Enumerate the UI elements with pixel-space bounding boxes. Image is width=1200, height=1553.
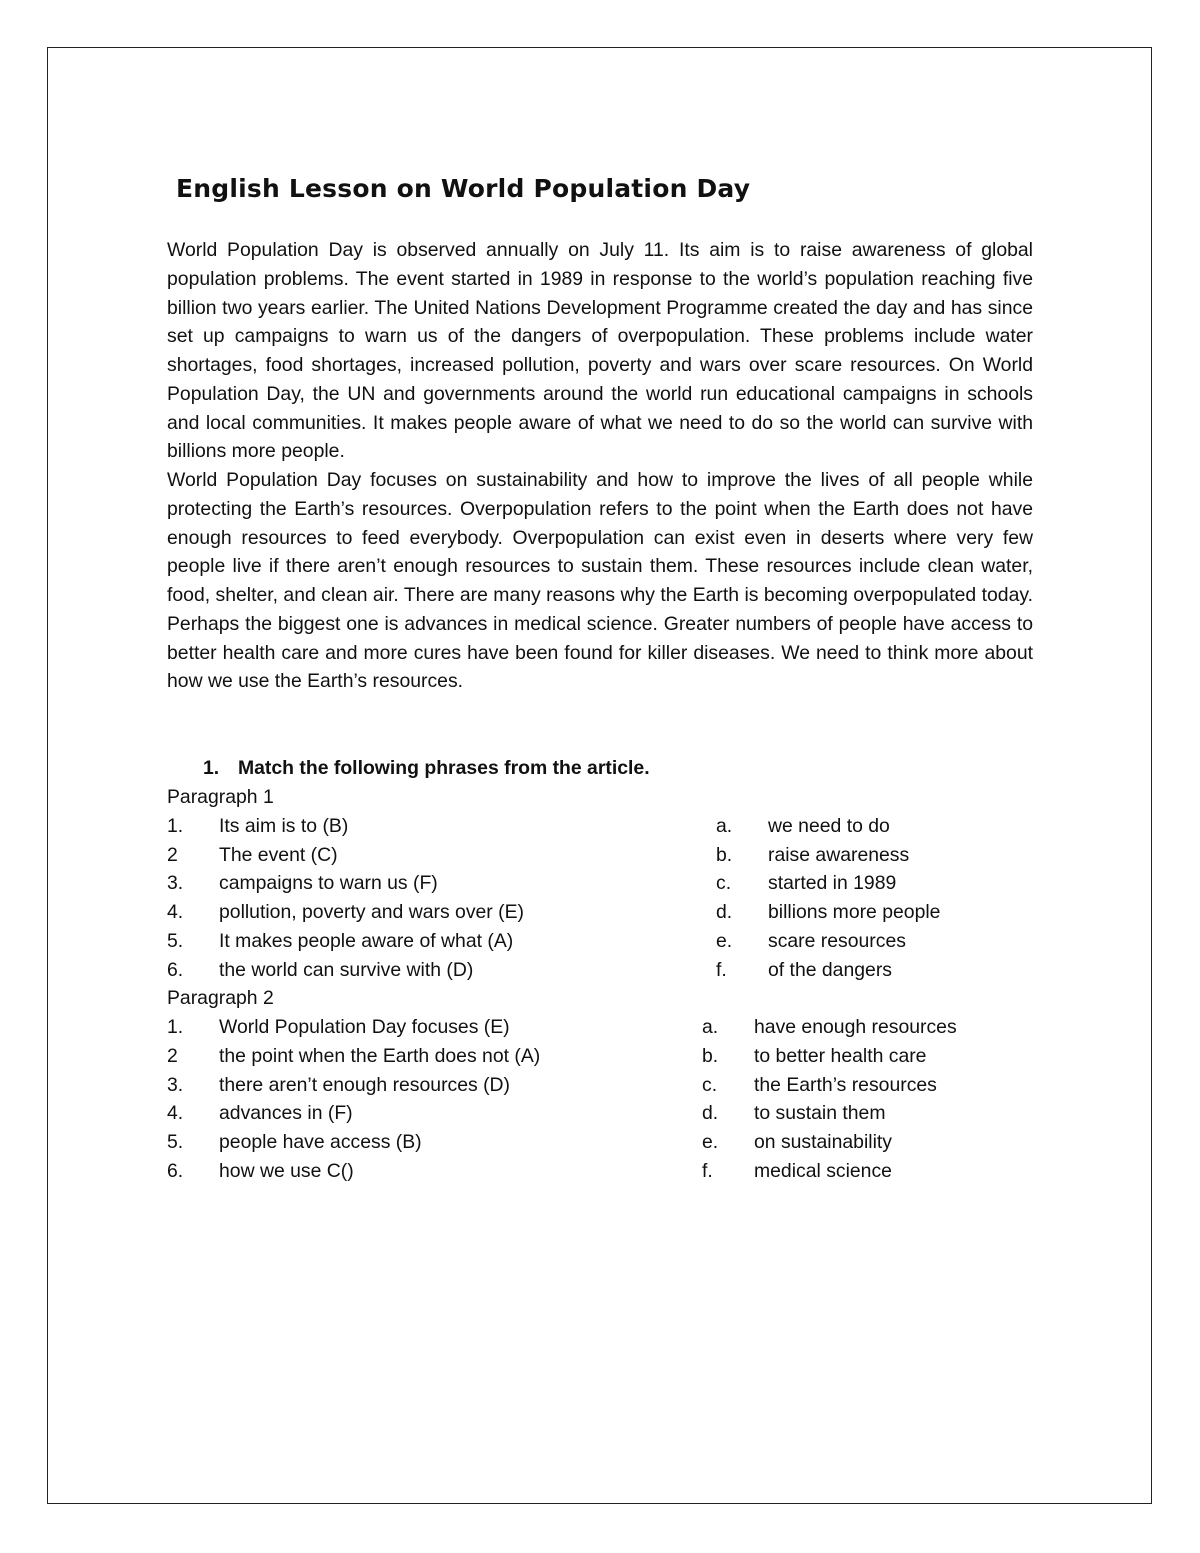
match-row xyxy=(167,1128,1033,1157)
phrase-ending: scare resources xyxy=(768,929,906,952)
match-list-paragraph-1 xyxy=(167,812,1033,985)
phrase-ending: of the dangers xyxy=(768,958,892,981)
item-number: 6. xyxy=(167,1159,184,1182)
article-paragraph-1: World Population Day is observed annually on July 11. Its aim is to raise awareness of global population problems. The event started in 1989 in response to the world’s population reaching five billion two years earlier. The United Nations Development Programme created the day and has since set up campaigns to warn us of the dangers of overpopulation. These problems include water shortages, food shortages, increased pollution, poverty and wars over scare resources. On World Population Day, the UN and governments around the world run educational campaigns in schools and local communities. It makes people aware of what we need to do so the world can survive with billions more people. xyxy=(167,239,1033,463)
option-letter: c. xyxy=(702,1073,718,1096)
match-row xyxy=(167,1013,1033,1042)
option-letter: c. xyxy=(716,872,732,895)
item-number: 3. xyxy=(167,1073,184,1096)
match-row xyxy=(167,869,1033,898)
phrase-ending: billions more people xyxy=(768,901,941,923)
item-number: 5. xyxy=(167,1131,184,1153)
option-letter: f. xyxy=(702,1159,713,1182)
phrase-ending: have enough resources xyxy=(754,1016,957,1038)
match-row xyxy=(167,956,1033,985)
phrase-start: the point when the Earth does not (A) xyxy=(219,1044,541,1067)
phrase-ending: we need to do xyxy=(768,814,890,837)
match-row xyxy=(167,927,1033,956)
page-title: English Lesson on World Population Day xyxy=(176,174,751,203)
item-number: 5. xyxy=(167,929,184,952)
match-row xyxy=(167,841,1033,870)
item-number: 4. xyxy=(167,901,184,923)
match-row xyxy=(167,812,1033,841)
phrase-start: The event (C) xyxy=(219,843,338,866)
match-row xyxy=(167,1042,1033,1071)
option-letter: d. xyxy=(716,901,733,923)
article-paragraph-2: World Population Day focuses on sustainability and how to improve the lives of all people while protecting the Earth’s resources. Overpopulation refers to the point when the Earth does not have enough resources to feed everybody. Overpopulation can exist even in deserts where very few people live if there aren’t enough resources to sustain them. These resources include clean water, food, shelter, and clean air. There are many reasons why the Earth is becoming overpopulated today. Perhaps the biggest one is advances in medical science. Greater numbers of people have access to better health care and more cures have been found for killer diseases. We need to think more about how we use the Earth’s resources. xyxy=(167,469,1033,693)
option-letter: f. xyxy=(716,958,727,981)
phrase-ending: raise awareness xyxy=(768,843,910,866)
match-row xyxy=(167,898,1033,927)
question-number: 1. xyxy=(203,757,220,779)
phrase-ending: medical science xyxy=(754,1159,892,1182)
item-number: 2 xyxy=(167,843,178,866)
item-number: 4. xyxy=(167,1102,184,1125)
article-body xyxy=(167,236,1033,696)
section-label-paragraph-1: Paragraph 1 xyxy=(167,786,274,808)
phrase-start: there aren’t enough resources (D) xyxy=(219,1073,511,1096)
question-heading xyxy=(203,754,650,783)
option-letter: e. xyxy=(716,929,733,952)
matching-exercise xyxy=(167,783,1033,1186)
option-letter: b. xyxy=(702,1044,719,1067)
item-number: 1. xyxy=(167,814,184,837)
match-list-paragraph-2 xyxy=(167,1013,1033,1186)
question-text: Match the following phrases from the article. xyxy=(238,757,650,779)
section-label-paragraph-2: Paragraph 2 xyxy=(167,987,274,1010)
phrase-ending: on sustainability xyxy=(754,1131,892,1153)
phrase-start: campaigns to warn us (F) xyxy=(219,872,438,895)
option-letter: a. xyxy=(716,814,733,837)
phrase-start: how we use C() xyxy=(219,1159,354,1182)
phrase-start: the world can survive with (D) xyxy=(219,958,474,981)
phrase-start: It makes people aware of what (A) xyxy=(219,929,514,952)
match-row xyxy=(167,1099,1033,1128)
match-row xyxy=(167,1071,1033,1100)
option-letter: d. xyxy=(702,1102,719,1125)
phrase-start: advances in (F) xyxy=(219,1102,353,1125)
phrase-ending: to better health care xyxy=(754,1044,927,1067)
option-letter: b. xyxy=(716,843,733,866)
phrase-start: World Population Day focuses (E) xyxy=(219,1016,510,1038)
option-letter: e. xyxy=(702,1131,719,1153)
item-number: 2 xyxy=(167,1044,178,1067)
item-number: 6. xyxy=(167,958,184,981)
phrase-ending: started in 1989 xyxy=(768,872,897,895)
phrase-start: people have access (B) xyxy=(219,1131,422,1153)
match-row xyxy=(167,1157,1033,1186)
option-letter: a. xyxy=(702,1016,719,1038)
item-number: 1. xyxy=(167,1016,184,1038)
phrase-ending: to sustain them xyxy=(754,1102,886,1125)
phrase-ending: the Earth’s resources xyxy=(754,1073,937,1096)
item-number: 3. xyxy=(167,872,184,895)
phrase-start: pollution, poverty and wars over (E) xyxy=(219,901,525,923)
phrase-start: Its aim is to (B) xyxy=(219,814,349,837)
